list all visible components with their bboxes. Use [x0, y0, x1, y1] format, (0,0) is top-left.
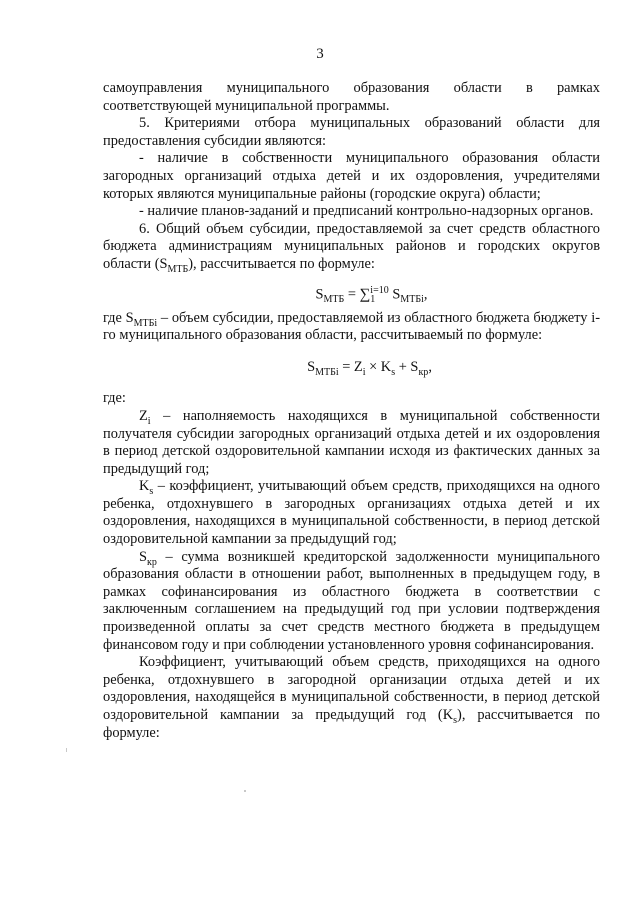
scan-speck — [66, 748, 67, 752]
scan-speck — [244, 790, 246, 792]
formula-total-subsidy: $S_{МТБ}$ = ∑ i=10 1 $S_{МТБi}$, — [315, 284, 428, 305]
paragraph-2: 5. Критериями отбора муниципальных образований области для предоставления субсидии являются: — [103, 115, 600, 149]
formula-municipal-subsidy: $S_{МТБi} = Z_i \times K_s + S_{кр}$, — [307, 358, 432, 378]
paragraph-7: где: — [103, 390, 126, 407]
paragraph-10: $S_{кр}$ – сумма возникшей кредиторской задолженности муниципального образования области в отношении работ, выполненных в предыдущем году, в рамках софинансирования из областного бюджета в соответствии с заключенным соглашением на предыдущий год при условии подтверждения произведенной оплаты за счет средств местного бюджета в предыдущем финансовом году и при соблюдении установленного уровня софинансирования. — [103, 548, 600, 653]
paragraph-5: 6. Общий объем субсидии, предоставляемой за счет средств областного бюджета администрациям муниципальных районов и городских округов области $(S_{МТБ})$, рассчитывается по формуле: — [103, 220, 600, 275]
paragraph-1: самоуправления муниципального образования области в рамках соответствующей муниципальной программы. — [103, 80, 600, 114]
page-number: 3 — [316, 46, 324, 62]
paragraph-6: где $S_{МТБi}$ – объем субсидии, предоставляемой из областного бюджета бюджету i-го муниципального образования области, рассчитываемый по формуле: — [103, 309, 600, 344]
document-body — [103, 80, 600, 742]
paragraph-4: - наличие планов-заданий и предписаний контрольно-надзорных органов. — [139, 203, 594, 220]
paragraph-8: $Z_i$ – наполняемость находящихся в муниципальной собственности получателя субсидии загородных организаций отдыха детей и их оздоровления в период детской оздоровительной кампании исходя из фактических данных за предыдущий год; — [103, 407, 600, 477]
paragraph-9: $K_s$ – коэффициент, учитывающий объем средств, приходящихся на одного ребенка, отдохнувшего в загородных организациях отдыха детей и их оздоровления, находящихся в муниципальной собственности, в период детской оздоровительной кампании за предыдущий год; — [103, 478, 600, 548]
paragraph-11: Коэффициент, учитывающий объем средств, приходящихся на одного ребенка, отдохнувшего в загородной организации отдыха детей и их оздоровления, находящейся в муниципальной собственности, в период детской оздоровительной кампании за предыдущий год $(K_s)$, рассчитывается по формуле: — [103, 654, 600, 741]
paragraph-3: - наличие в собственности муниципального образования области загородных организаций отдыха детей и их оздоровления, учредителями которых являются муниципальные районы (городские округа) области; — [103, 150, 600, 202]
